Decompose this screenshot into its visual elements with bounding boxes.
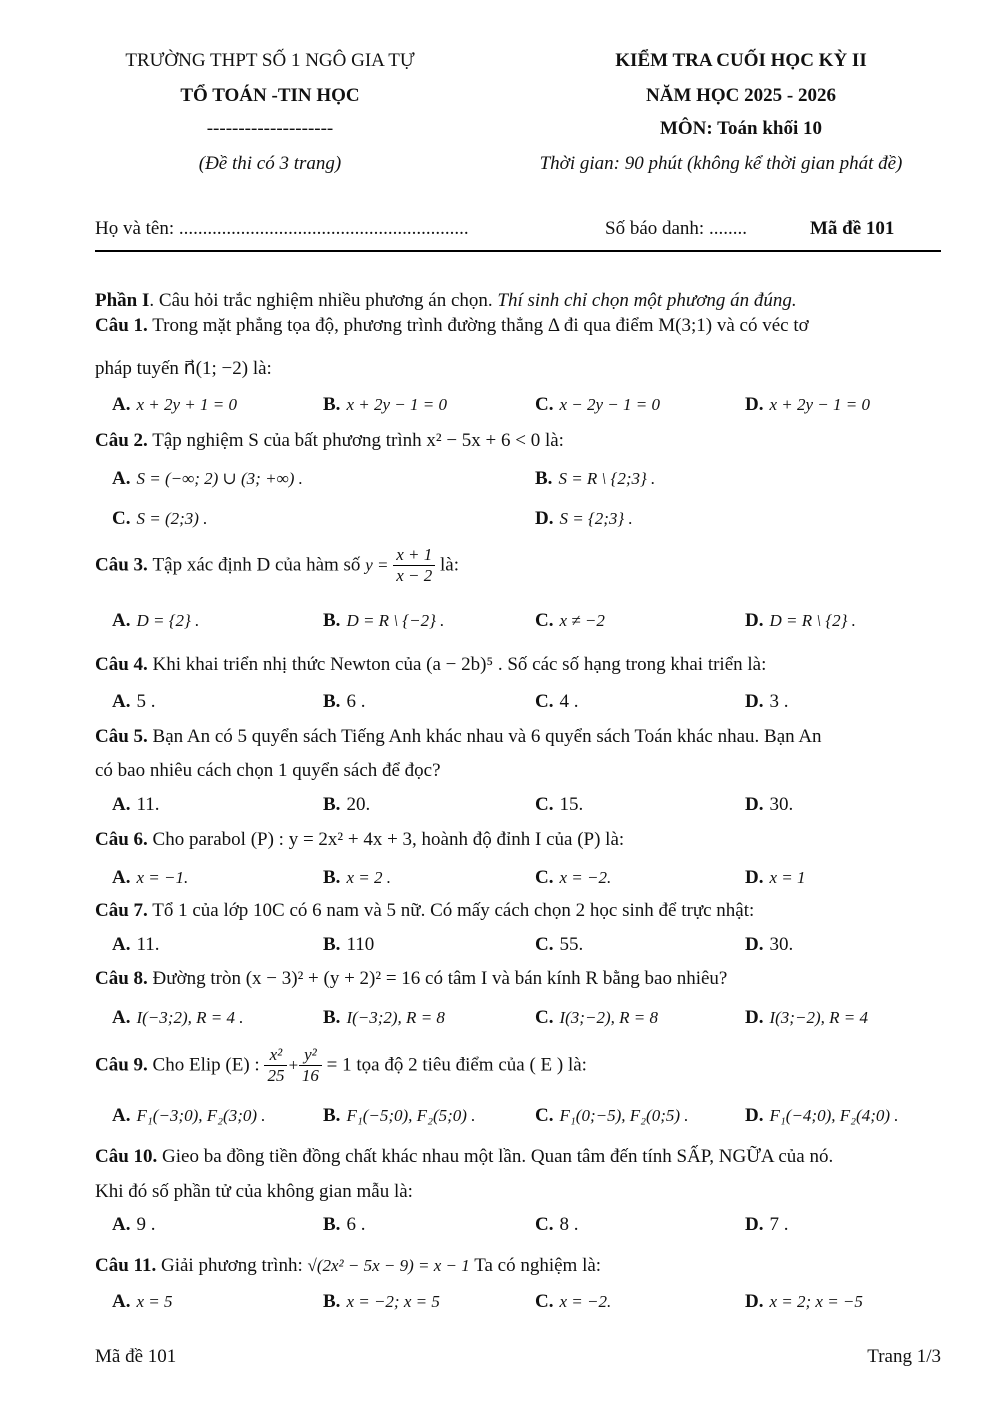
- option-c[interactable]: 15.: [559, 794, 584, 815]
- question-label: Câu 1.: [95, 315, 148, 336]
- option-a-label[interactable]: A.: [112, 610, 131, 631]
- option-d[interactable]: I(3;−2), R = 4: [769, 1008, 868, 1027]
- option-a[interactable]: 11.: [136, 794, 160, 815]
- option-c-label[interactable]: C.: [535, 1214, 554, 1235]
- question-text: Cho Elip (E) :: [152, 1054, 260, 1076]
- option-a[interactable]: 11.: [136, 934, 160, 955]
- option-a[interactable]: 9 .: [136, 1214, 156, 1235]
- option-d[interactable]: D = R \ {2} .: [769, 611, 856, 630]
- option-d-label[interactable]: D.: [745, 1214, 764, 1235]
- option-b[interactable]: F₁(−5;0), F₂(5;0) .: [346, 1106, 476, 1125]
- option-c[interactable]: I(3;−2), R = 8: [559, 1008, 658, 1027]
- footer-code: Mã đề 101: [95, 1346, 177, 1367]
- option-d-label[interactable]: D.: [745, 1105, 764, 1126]
- option-a[interactable]: S = (−∞; 2) ∪ (3; +∞) .: [136, 469, 303, 488]
- question-label: Câu 4.: [95, 654, 148, 675]
- option-c-label[interactable]: C.: [112, 508, 131, 529]
- school-year: NĂM HỌC 2025 - 2026: [646, 85, 836, 106]
- denominator: x − 2: [396, 566, 433, 585]
- option-a-label[interactable]: A.: [112, 934, 131, 955]
- question-5: [95, 726, 941, 748]
- option-d-label[interactable]: D.: [745, 394, 764, 415]
- option-a[interactable]: D = {2} .: [136, 611, 200, 630]
- option-a[interactable]: x = 5: [136, 1292, 173, 1311]
- question-5-cont: [95, 760, 941, 782]
- part-note: Thí sinh chỉ chọn một phương án đúng.: [497, 290, 797, 311]
- footer-page: Trang 1/3: [867, 1346, 941, 1367]
- question-label: Câu 3.: [95, 554, 148, 576]
- question-10: [95, 1146, 941, 1168]
- option-c[interactable]: S = (2;3) .: [136, 509, 208, 528]
- question-text: có bao nhiêu cách chọn 1 quyển sách để đọc?: [95, 760, 441, 781]
- pages-note: (Đề thi có 3 trang): [198, 153, 342, 174]
- exam-page: [95, 0, 941, 1415]
- option-d[interactable]: 7 .: [769, 1214, 789, 1235]
- option-a[interactable]: x = −1.: [136, 868, 189, 887]
- header-divider: [95, 250, 941, 252]
- ellipse-term-x: [264, 1045, 287, 1086]
- option-b[interactable]: x = −2; x = 5: [346, 1292, 440, 1311]
- question-label: Câu 11.: [95, 1255, 157, 1276]
- question-text: pháp tuyến n⃗(1; −2) là:: [95, 358, 272, 379]
- option-c[interactable]: F₁(0;−5), F₂(0;5) .: [559, 1106, 689, 1125]
- department: TỔ TOÁN -TIN HỌC: [180, 85, 360, 106]
- option-c-label[interactable]: C.: [535, 610, 554, 631]
- question-label: Câu 10.: [95, 1146, 158, 1167]
- plus-sign: +: [287, 1055, 299, 1075]
- option-d-label[interactable]: D.: [745, 610, 764, 631]
- option-d-label[interactable]: D.: [745, 867, 764, 888]
- denominator: 16: [301, 1066, 319, 1085]
- option-b-label[interactable]: B.: [323, 394, 341, 415]
- exam-code: Mã đề 101: [810, 218, 895, 239]
- option-c-label[interactable]: C.: [535, 1007, 554, 1028]
- question-label: Câu 5.: [95, 726, 148, 747]
- part-title: Phần I: [95, 290, 150, 311]
- option-b-label[interactable]: B.: [323, 1007, 341, 1028]
- option-c[interactable]: 4 .: [559, 691, 579, 712]
- option-c[interactable]: x − 2y − 1 = 0: [559, 395, 660, 414]
- question-text: Tổ 1 của lớp 10C có 6 nam và 5 nữ. Có mấy cách chọn 2 học sinh để trực nhật:: [152, 900, 755, 921]
- option-c-label[interactable]: C.: [535, 867, 554, 888]
- option-a[interactable]: 5 .: [136, 691, 156, 712]
- option-b[interactable]: x = 2 .: [346, 868, 391, 887]
- option-d-label[interactable]: D.: [745, 934, 764, 955]
- option-b[interactable]: S = R \ {2;3} .: [558, 469, 656, 488]
- option-b-label[interactable]: B.: [323, 1105, 341, 1126]
- exam-title: KIỂM TRA CUỐI HỌC KỲ II: [615, 50, 867, 71]
- school-name: TRƯỜNG THPT SỐ 1 NGÔ GIA TỰ: [125, 50, 415, 71]
- function-lhs: y =: [365, 555, 389, 575]
- function-fraction: [393, 545, 435, 586]
- option-c-label[interactable]: C.: [535, 1291, 554, 1312]
- part-text: . Câu hỏi trắc nghiệm nhiều phương án chọn.: [149, 290, 498, 311]
- option-d[interactable]: x = 2; x = −5: [769, 1292, 863, 1311]
- question-text: Tập xác định D của hàm số: [152, 554, 361, 576]
- option-d-label[interactable]: D.: [745, 794, 764, 815]
- question-1: [95, 315, 941, 337]
- question-text: Khi khai triển nhị thức Newton của (a − 2b)⁵ . Số các số hạng trong khai triển là:: [152, 654, 767, 675]
- option-a-label[interactable]: A.: [112, 691, 131, 712]
- question-text: Gieo ba đồng tiền đồng chất khác nhau một lần. Quan tâm đến tính SẤP, NGỮA của nó.: [162, 1146, 834, 1167]
- id-field[interactable]: Số báo danh: ........: [605, 218, 747, 239]
- option-b[interactable]: 20.: [346, 794, 371, 815]
- option-a-label[interactable]: A.: [112, 468, 131, 489]
- question-tail: là:: [440, 554, 459, 576]
- option-c[interactable]: 55.: [559, 934, 584, 955]
- option-a-label[interactable]: A.: [112, 1105, 131, 1126]
- option-a-label[interactable]: A.: [112, 394, 131, 415]
- option-a-label[interactable]: A.: [112, 1291, 131, 1312]
- question-label: Câu 9.: [95, 1054, 148, 1076]
- option-d[interactable]: 3 .: [769, 691, 789, 712]
- question-10-cont: [95, 1181, 941, 1203]
- numerator: x + 1: [393, 545, 435, 566]
- question-8: [95, 968, 941, 990]
- question-label: Câu 8.: [95, 968, 148, 989]
- denominator: 25: [267, 1066, 285, 1085]
- option-d[interactable]: 30.: [769, 934, 794, 955]
- option-a-label[interactable]: A.: [112, 794, 131, 815]
- question-6: [95, 829, 941, 851]
- question-1-cont: [95, 357, 941, 380]
- option-b-label[interactable]: B.: [323, 1214, 341, 1235]
- question-label: Câu 2.: [95, 430, 148, 451]
- option-b-label[interactable]: B.: [323, 794, 341, 815]
- option-a-label[interactable]: A.: [112, 1007, 131, 1028]
- option-d-label[interactable]: D.: [745, 1007, 764, 1028]
- option-a-label[interactable]: A.: [112, 867, 131, 888]
- option-b[interactable]: D = R \ {−2} .: [346, 611, 445, 630]
- question-9: [95, 1045, 941, 1086]
- option-b[interactable]: 6 .: [346, 1214, 366, 1235]
- numerator: y²: [299, 1045, 322, 1066]
- question-text: Cho parabol (P) : y = 2x² + 4x + 3, hoành độ đỉnh I của (P) là:: [152, 829, 625, 850]
- option-a-label[interactable]: A.: [112, 1214, 131, 1235]
- student-info: [95, 218, 941, 242]
- question-label: Câu 6.: [95, 829, 148, 850]
- option-d-label[interactable]: D.: [745, 691, 764, 712]
- option-c-label[interactable]: C.: [535, 394, 554, 415]
- option-b[interactable]: 110: [346, 934, 375, 955]
- question-text: Giải phương trình:: [161, 1255, 303, 1276]
- numerator: x²: [264, 1045, 287, 1066]
- question-tail: = 1 tọa độ 2 tiêu điểm của ( E ) là:: [326, 1054, 587, 1076]
- question-11: [95, 1255, 941, 1277]
- question-label: Câu 7.: [95, 900, 148, 921]
- option-d[interactable]: 30.: [769, 794, 794, 815]
- option-d[interactable]: S = {2;3} .: [559, 509, 633, 528]
- question-4: [95, 654, 941, 676]
- option-c-label[interactable]: C.: [535, 794, 554, 815]
- option-b-label[interactable]: B.: [323, 1291, 341, 1312]
- option-d[interactable]: F₁(−4;0), F₂(4;0) .: [769, 1106, 899, 1125]
- part-title-line: [95, 290, 941, 312]
- name-field[interactable]: Họ và tên: .............................................................: [95, 218, 469, 239]
- option-c[interactable]: x = −2.: [559, 868, 612, 887]
- option-d[interactable]: x = 1: [769, 868, 806, 887]
- question-text: Đường tròn (x − 3)² + (y + 2)² = 16 có tâm I và bán kính R bằng bao nhiêu?: [152, 968, 728, 989]
- option-a[interactable]: F₁(−3;0), F₂(3;0) .: [136, 1106, 266, 1125]
- equation: √(2x² − 5x − 9) = x − 1: [307, 1256, 470, 1275]
- option-b-label[interactable]: B.: [323, 934, 341, 955]
- option-b-label[interactable]: B.: [323, 610, 341, 631]
- dashes: --------------------: [206, 118, 334, 139]
- option-a[interactable]: I(−3;2), R = 4 .: [136, 1008, 244, 1027]
- question-text: Tập nghiệm S của bất phương trình x² − 5x + 6 < 0 là:: [152, 430, 564, 451]
- question-text: Trong mặt phẳng tọa độ, phương trình đường thẳng Δ đi qua điểm M(3;1) và có véc tơ: [152, 315, 809, 336]
- question-text: Khi đó số phần tử của không gian mẫu là:: [95, 1181, 413, 1202]
- option-b[interactable]: x + 2y − 1 = 0: [346, 395, 447, 414]
- question-7: [95, 900, 941, 922]
- question-text: Bạn An có 5 quyển sách Tiếng Anh khác nhau và 6 quyển sách Toán khác nhau. Bạn An: [152, 726, 822, 747]
- option-b[interactable]: 6 .: [346, 691, 366, 712]
- option-d-label[interactable]: D.: [535, 508, 554, 529]
- option-c[interactable]: 8 .: [559, 1214, 579, 1235]
- option-b-label[interactable]: B.: [535, 468, 553, 489]
- time-note: Thời gian: 90 phút (không kể thời gian phát đề): [539, 153, 903, 174]
- question-3: [95, 545, 941, 586]
- option-b-label[interactable]: B.: [323, 867, 341, 888]
- option-c[interactable]: x = −2.: [559, 1292, 612, 1311]
- question-tail: Ta có nghiệm là:: [474, 1255, 602, 1276]
- option-a[interactable]: x + 2y + 1 = 0: [136, 395, 237, 414]
- option-d-label[interactable]: D.: [745, 1291, 764, 1312]
- subject: MÔN: Toán khối 10: [659, 118, 823, 139]
- option-c-label[interactable]: C.: [535, 691, 554, 712]
- option-c-label[interactable]: C.: [535, 934, 554, 955]
- option-c[interactable]: x ≠ −2: [559, 611, 605, 630]
- option-c-label[interactable]: C.: [535, 1105, 554, 1126]
- option-d[interactable]: x + 2y − 1 = 0: [769, 395, 870, 414]
- option-b-label[interactable]: B.: [323, 691, 341, 712]
- ellipse-term-y: [299, 1045, 322, 1086]
- option-b[interactable]: I(−3;2), R = 8: [346, 1008, 445, 1027]
- question-2: [95, 430, 941, 452]
